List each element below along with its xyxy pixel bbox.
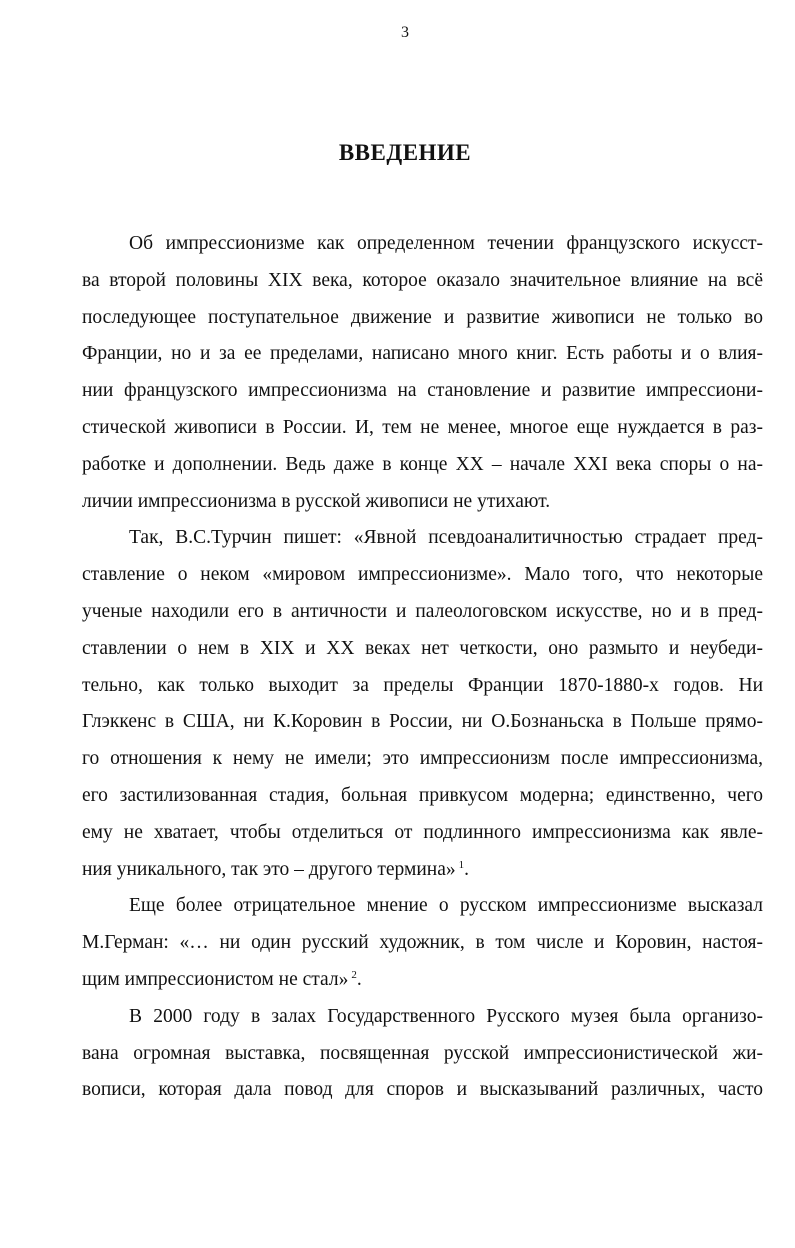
line-text: его застилизованная стадия, больная привкусом модерна; единственно, чего <box>82 784 763 806</box>
paragraph <box>82 888 763 998</box>
text-line <box>82 263 763 300</box>
line-text: Так, В.С.Турчин пишет: «Явной псевдоаналитичностью страдает пред- <box>129 527 763 549</box>
text-line <box>82 1036 763 1073</box>
text-line <box>82 888 763 925</box>
line-text: ученые находили его в античности и палеологовском искусстве, но и в пред- <box>82 600 763 622</box>
line-text: Еще более отрицательное мнение о русском импрессионизме высказал <box>129 895 763 917</box>
text-line <box>82 1072 763 1109</box>
line-text: ва второй половины XIX века, которое оказало значительное влияние на всё <box>82 269 763 291</box>
text-line <box>82 631 763 668</box>
footnote-ref[interactable]: 1 <box>458 858 465 871</box>
footnote-ref[interactable]: 2 <box>351 968 357 981</box>
text-line <box>82 557 763 594</box>
line-text: ставление о неком «мировом импрессионизме». Мало того, что некоторые <box>82 564 763 586</box>
text-line <box>82 999 763 1036</box>
line-text: личии импрессионизма в русской живописи не утихают. <box>82 490 551 512</box>
text-line <box>82 300 763 337</box>
text-line <box>82 925 763 962</box>
line-text: ставлении о нем в XIX и XX веках нет четкости, оно размыто и неубеди- <box>82 637 763 659</box>
line-text: В 2000 году в залах Государственного Русского музея была организо- <box>129 1005 763 1027</box>
line-text: Глэккенс в США, ни К.Коровин в России, ни О.Бознаньска в Польше прямо- <box>82 711 763 733</box>
text-line <box>82 336 763 373</box>
line-tail: . <box>464 858 469 880</box>
text-line <box>82 815 763 852</box>
paragraph <box>82 226 763 520</box>
line-text: вана огромная выставка, посвященная русской импрессионистической жи- <box>82 1042 763 1064</box>
line-text: стической живописи в России. И, тем не менее, многое еще нуждается в раз- <box>82 416 763 438</box>
page-number: 3 <box>401 24 409 41</box>
text-line <box>82 520 763 557</box>
text-line <box>82 373 763 410</box>
line-text: М.Герман: «… ни один русский художник, в том числе и Коровин, настоя- <box>82 932 763 954</box>
line-text: работке и дополнении. Ведь даже в конце XX – начале XXI века споры о на- <box>82 453 763 475</box>
line-text: щим импрессионистом не стал» <box>82 968 349 990</box>
text-line <box>82 447 763 484</box>
text-line <box>82 962 763 999</box>
section-title: ВВЕДЕНИЕ <box>338 140 472 165</box>
line-text: последующее поступательное движение и развитие живописи не только во <box>82 306 763 328</box>
line-text: го отношения к нему не имели; это импрессионизм после импрессионизма, <box>82 748 763 770</box>
text-line <box>82 704 763 741</box>
paragraph <box>82 999 763 1109</box>
text-line <box>82 484 763 521</box>
text-line <box>82 410 763 447</box>
line-text: тельно, как только выходит за пределы Франции 1870-1880-х годов. Ни <box>82 674 763 696</box>
line-text: ния уникального, так это – другого термина» <box>82 858 456 880</box>
line-text: вописи, которая дала повод для споров и высказываний различных, часто <box>82 1079 763 1101</box>
paragraph <box>82 520 763 888</box>
line-text: нии французского импрессионизма на становление и развитие импрессиони- <box>82 380 763 402</box>
line-tail: . <box>356 968 362 990</box>
line-text: ему не хватает, чтобы отделиться от подлинного импрессионизма как явле- <box>82 821 763 843</box>
text-line <box>82 668 763 705</box>
text-line <box>82 852 763 889</box>
text-line <box>82 741 763 778</box>
line-text: Об импрессионизме как определенном течении французского искусст- <box>129 233 763 254</box>
text-line <box>82 226 763 263</box>
body-text <box>82 226 763 1109</box>
text-line <box>82 594 763 631</box>
text-line <box>82 778 763 815</box>
line-text: Франции, но и за ее пределами, написано много книг. Есть работы и о влия- <box>82 343 763 365</box>
